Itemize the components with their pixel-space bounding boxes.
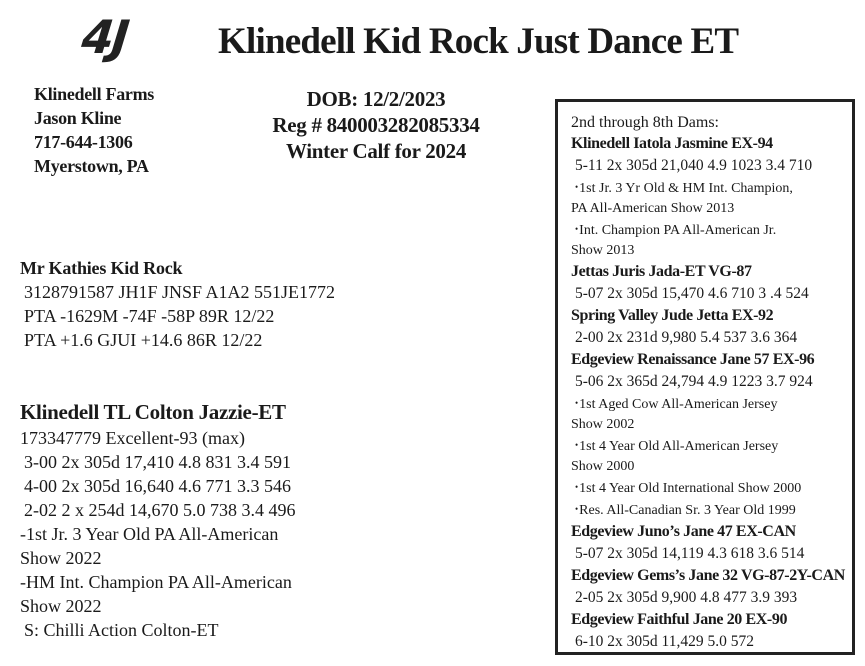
animal-info — [246, 86, 506, 164]
dam-id: 173347779 Excellent-93 (max) — [20, 428, 245, 448]
dam-8-record: 6-10 2x 305d 11,429 5.0 572 — [575, 633, 754, 650]
bullet-icon: • — [575, 182, 579, 192]
owner-farm: Klinedell Farms — [34, 84, 154, 104]
dam-5-note-cont: Show 2002 — [571, 417, 635, 432]
dam-5-name: Edgeview Renaissance Jane 57 EX-96 — [571, 351, 815, 368]
owner-block — [34, 82, 154, 178]
dam-record: 2-02 2 x 254d 14,670 5.0 738 3.4 496 — [24, 500, 296, 520]
dam-4-name: Spring Valley Jude Jetta EX-92 — [571, 307, 774, 324]
dam-5-note — [571, 435, 852, 457]
note-text: 1st Aged Cow All-American Jersey — [579, 397, 778, 412]
bullet-icon: • — [575, 398, 579, 408]
dam-5-note — [571, 499, 852, 521]
dam-honor: -HM Int. Champion PA All-American — [20, 572, 292, 592]
sire-line: PTA -1629M -74F -58P 89R 12/22 — [24, 306, 275, 326]
dob: DOB: 12/2/2023 — [306, 87, 446, 111]
bullet-icon: • — [575, 482, 579, 492]
dam-2-note-cont: Show 2013 — [571, 243, 635, 258]
dam-6-record: 5-07 2x 305d 14,119 4.3 618 3.6 514 — [575, 545, 805, 562]
dam-7-name: Edgeview Gems’s Jane 32 VG-87-2Y-CAN — [571, 567, 845, 584]
sire-line: PTA +1.6 GJUI +14.6 86R 12/22 — [24, 330, 263, 350]
sire-name: Mr Kathies Kid Rock — [20, 258, 183, 278]
dam-2-note — [571, 177, 852, 199]
class: Winter Calf for 2024 — [285, 139, 467, 163]
dam-honor-cont: Show 2022 — [20, 548, 102, 568]
owner-phone: 717-644-1306 — [34, 132, 133, 152]
dam-2-name: Klinedell Iatola Jasmine EX-94 — [571, 135, 773, 152]
note-text: Int. Champion PA All-American Jr. — [579, 223, 777, 238]
dam-7-record: 2-05 2x 305d 9,900 4.8 477 3.9 393 — [575, 589, 798, 606]
animal-title: Klinedell Kid Rock Just Dance ET — [218, 21, 739, 62]
dam-honor: -1st Jr. 3 Year Old PA All-American — [20, 524, 279, 544]
owner-name: Jason Kline — [34, 108, 122, 128]
note-text: 1st 4 Year Old All-American Jersey — [579, 439, 779, 454]
dam-4-record: 2-00 2x 231d 9,980 5.4 537 3.6 364 — [575, 329, 798, 346]
dam-8-name: Edgeview Faithful Jane 20 EX-90 — [571, 611, 788, 628]
note-text: 1st 4 Year Old International Show 2000 — [579, 481, 802, 496]
dam-5-note — [571, 477, 852, 499]
registration-number: Reg # 840003282085334 — [272, 113, 480, 137]
note-text: 1st Jr. 3 Yr Old & HM Int. Champion, — [579, 181, 793, 196]
dam-5-note — [571, 393, 852, 415]
dam-3-record: 5-07 2x 305d 15,470 4.6 710 3 .4 524 — [575, 285, 809, 302]
dam-section — [20, 400, 355, 642]
bullet-icon: • — [575, 224, 579, 234]
dam-6-name: Edgeview Juno’s Jane 47 EX-CAN — [571, 523, 796, 540]
lot-number: 4J — [79, 10, 130, 64]
dam-sire: S: Chilli Action Colton-ET — [24, 620, 219, 640]
sire-section — [20, 256, 335, 352]
dam-record: 4-00 2x 305d 16,640 4.6 771 3.3 546 — [24, 476, 291, 496]
note-text: Res. All-Canadian Sr. 3 Year Old 1999 — [579, 503, 796, 518]
dam-2-note-cont: PA All-American Show 2013 — [571, 201, 735, 216]
dam-5-note-cont: Show 2000 — [571, 459, 635, 474]
dam-2-record: 5-11 2x 305d 21,040 4.9 1023 3.4 710 — [575, 157, 813, 174]
dam-record: 3-00 2x 305d 17,410 4.8 831 3.4 591 — [24, 452, 291, 472]
dam-5-record: 5-06 2x 365d 24,794 4.9 1223 3.7 924 — [575, 373, 813, 390]
sire-line: 3128791587 JH1F JNSF A1A2 551JE1772 — [24, 282, 336, 302]
bullet-icon: • — [575, 504, 579, 514]
dam-honor-cont: Show 2022 — [20, 596, 102, 616]
dam-2-note — [571, 219, 852, 241]
dam-3-name: Jettas Juris Jada-ET VG-87 — [571, 263, 752, 280]
dam-name: Klinedell TL Colton Jazzie-ET — [20, 400, 286, 424]
dams-box-header: 2nd through 8th Dams: — [571, 114, 719, 131]
bullet-icon: • — [575, 440, 579, 450]
owner-location: Myerstown, PA — [34, 156, 149, 176]
dams-box — [555, 99, 855, 655]
